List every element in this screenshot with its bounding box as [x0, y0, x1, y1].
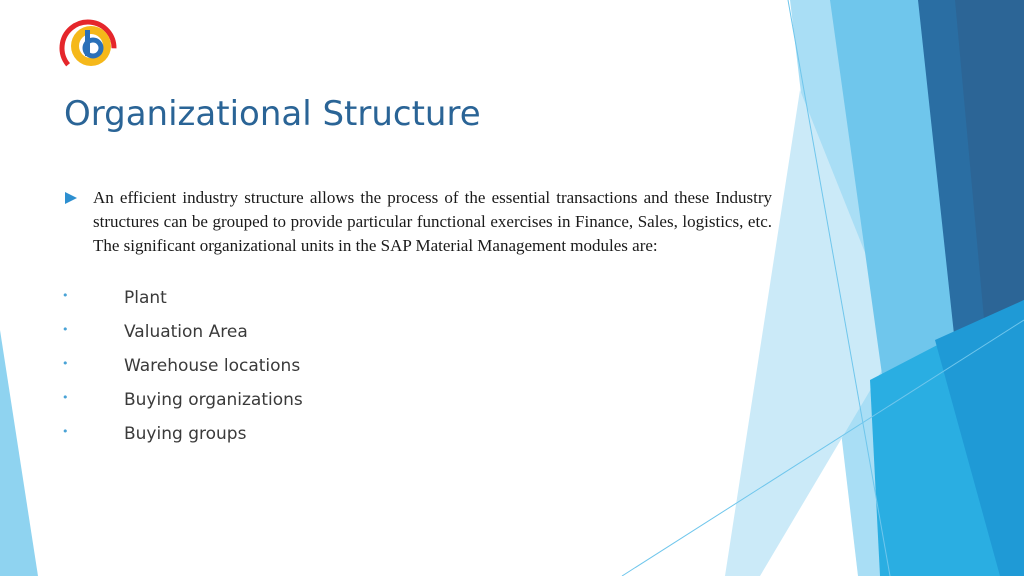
dot-bullet-icon: • [62, 425, 69, 438]
intro-paragraph: An efficient industry structure allows the process of the essential transactions and these Industry structures can be grouped to provide particular functional exercises in Finance, Sales, logistics, etc. The significant organizational units in the SAP Material Management modules are: [93, 188, 772, 255]
circle-b-logo-icon [58, 16, 118, 78]
dot-bullet-icon: • [62, 357, 69, 370]
slide-title: Organizational Structure [64, 94, 481, 134]
list-item-label: Valuation Area [124, 322, 248, 342]
list-item-label: Warehouse locations [124, 356, 301, 376]
list-item-label: Plant [124, 288, 167, 308]
left-edge-shape [0, 330, 38, 576]
triangle-arrow-icon [64, 191, 78, 205]
dot-bullet-icon: • [62, 289, 69, 302]
list-item-label: Buying organizations [124, 390, 303, 410]
intro-paragraph-row [64, 186, 772, 258]
dot-bullet-icon: • [62, 323, 69, 336]
list-item-label: Buying groups [124, 424, 247, 444]
dot-bullet-icon: • [62, 391, 69, 404]
